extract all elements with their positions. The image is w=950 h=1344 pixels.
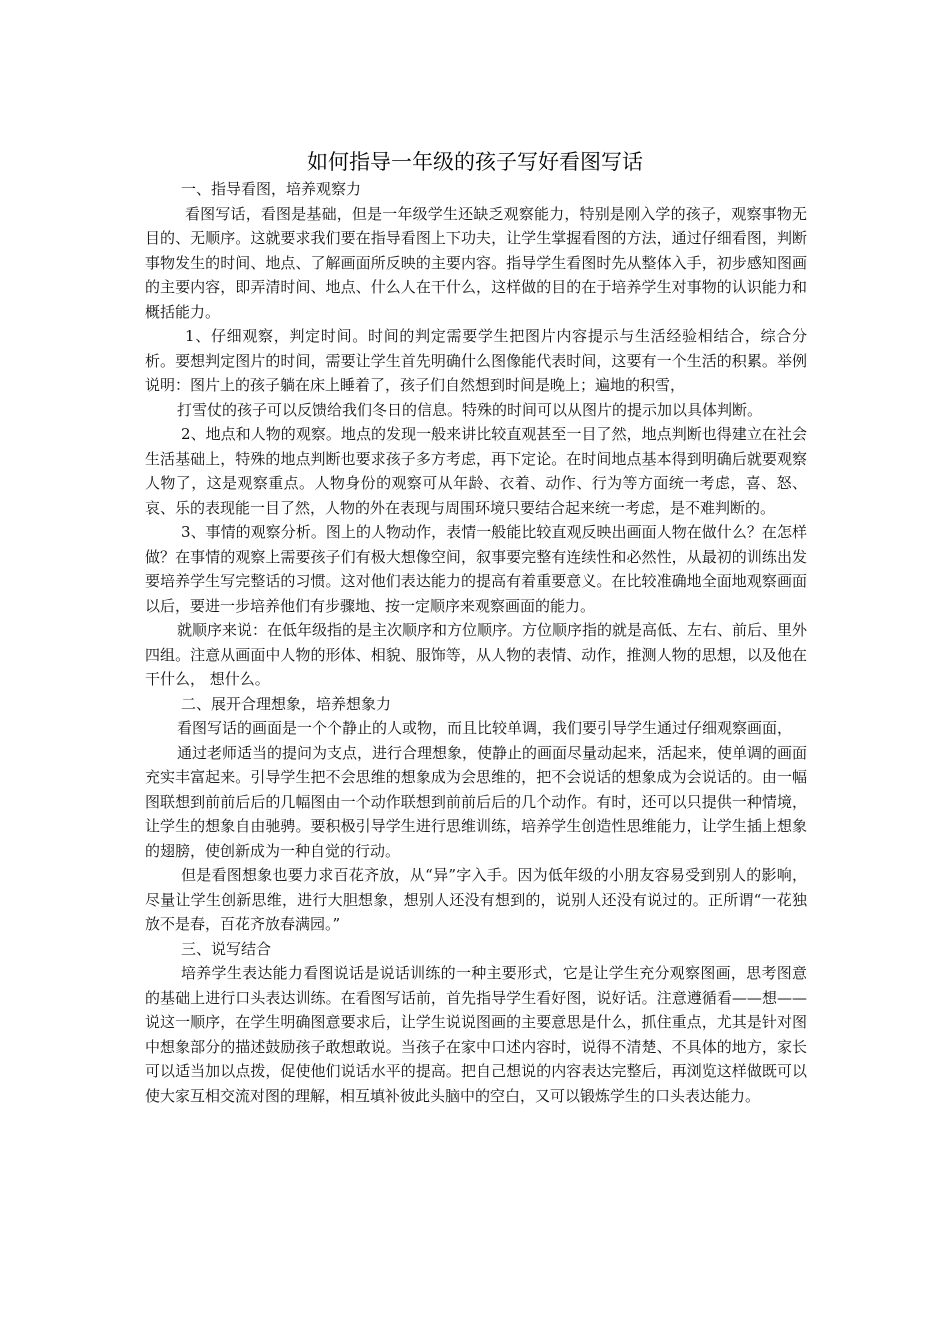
document-title: 如何指导一年级的孩子写好看图写话 — [307, 150, 643, 174]
paragraph: 看图写话的画面是一个个静止的人或物，而且比较单调，我们要引导学生通过仔细观察画面， — [177, 719, 793, 737]
paragraph: 看图写话，看图是基础，但是一年级学生还缺乏观察能力，特别是刚入学的孩子，观察事物无目的、无顺序。这就要求我们要在指导看图上下功夫，让学生掌握看图的方法，通过仔细看图，判断事物发生的时间、地点、了解画面所反映的主要内容。指导学生看图时先从整体入手，初步感知图画的主要内容，即弄清时间、地点、什么人在干什么，这样做的目的在于培养学生对事物的认识能力和概括能力。 — [145, 204, 807, 321]
paragraph: 但是看图想象也要力求百花齐放，从“异”字入手。因为低年级的小朋友容易受到别人的影响，尽量让学生创新思维，进行大胆想象，想别人还没有想到的，说别人还没有说过的。正所谓“一花独放不是春，百花齐放春满园。” — [145, 866, 807, 933]
paragraph: 打雪仗的孩子可以反馈给我们冬日的信息。特殊的时间可以从图片的提示加以具体判断。 — [177, 400, 763, 419]
section-heading-1: 一、指导看图，培养观察力 — [181, 180, 362, 198]
paragraph: 2、地点和人物的观察。地点的发现一般来讲比较直观甚至一目了然，地点判断也得建立在社会生活基础上，特殊的地点判断也要求孩子多方考虑，再下定论。在时间地点基本得到明确后就要观察人物了，这是观察重点。人物身份的观察可从年龄、衣着、动作、行为等方面统一考虑，喜、怒、哀、乐的表现能一目了然，人物的外在表现与周围环境只要结合起来统一考虑，是不难判断的。 — [145, 425, 807, 517]
document-body — [145, 177, 807, 1108]
section-heading-2: 二、展开合理想象，培养想象力 — [181, 694, 392, 713]
paragraph: 3、事情的观察分析。图上的人物动作，表情一般能比较直观反映出画面人物在做什么？在怎样做？在事情的观察上需要孩子们有极大想像空间，叙事要完整有连续性和必然性，从最初的训练出发要培养学生写完整话的习惯。这对他们表达能力的提高有着重要意义。在比较准确地全面地观察画面以后，要进一步培养他们有步骤地、按一定顺序来观察画面的能力。 — [145, 523, 807, 615]
paragraph: 1、仔细观察，判定时间。时间的判定需要学生把图片内容提示与生活经验相结合，综合分析。要想判定图片的时间，需要让学生首先明确什么图像能代表时间，这要有一个生活的积累。举例说明：图片上的孩子躺在床上睡着了，孩子们自然想到时间是晚上；遍地的积雪， — [145, 327, 807, 394]
paragraph: 通过老师适当的提问为支点，进行合理想象，使静止的画面尽量动起来，活起来，使单调的画面充实丰富起来。引导学生把不会思维的想象成为会思维的，把不会说话的想象成为会说话的。由一幅图联想到前前后后的几幅图由一个动作联想到前前后后的几个动作。有时，还可以只提供一种情境，让学生的想象自由驰骋。要积极引导学生进行思维训练，培养学生创造性思维能力，让学生插上想象的翅膀，使创新成为一种自觉的行动。 — [145, 743, 808, 860]
paragraph: 就顺序来说：在低年级指的是主次顺序和方位顺序。方位顺序指的就是高低、左右、前后、里外四组。注意从画面中人物的形体、相貌、服饰等，从人物的表情、动作，推测人物的思想，以及他在干什么， 想什么。 — [145, 621, 808, 688]
section-heading-3: 三、说写结合 — [181, 939, 272, 958]
paragraph: 培养学生表达能力看图说话是说话训练的一种主要形式，它是让学生充分观察图画，思考图意的基础上进行口头表达训练。在看图写话前，首先指导学生看好图，说好话。注意遵循看——想——说这一顺序，在学生明确图意要求后，让学生说说图画的主要意思是什么，抓住重点，尤其是针对图中想象部分的描述鼓励孩子敢想敢说。当孩子在家中口述内容时，说得不清楚、不具体的地方，家长可以适当加以点拨，促使他们说话水平的提高。把自己想说的内容表达完整后，再浏览这样做既可以使大家互相交流对图的理解，相互填补彼此头脑中的空白，又可以锻炼学生的口头表达能力。 — [145, 964, 807, 1105]
